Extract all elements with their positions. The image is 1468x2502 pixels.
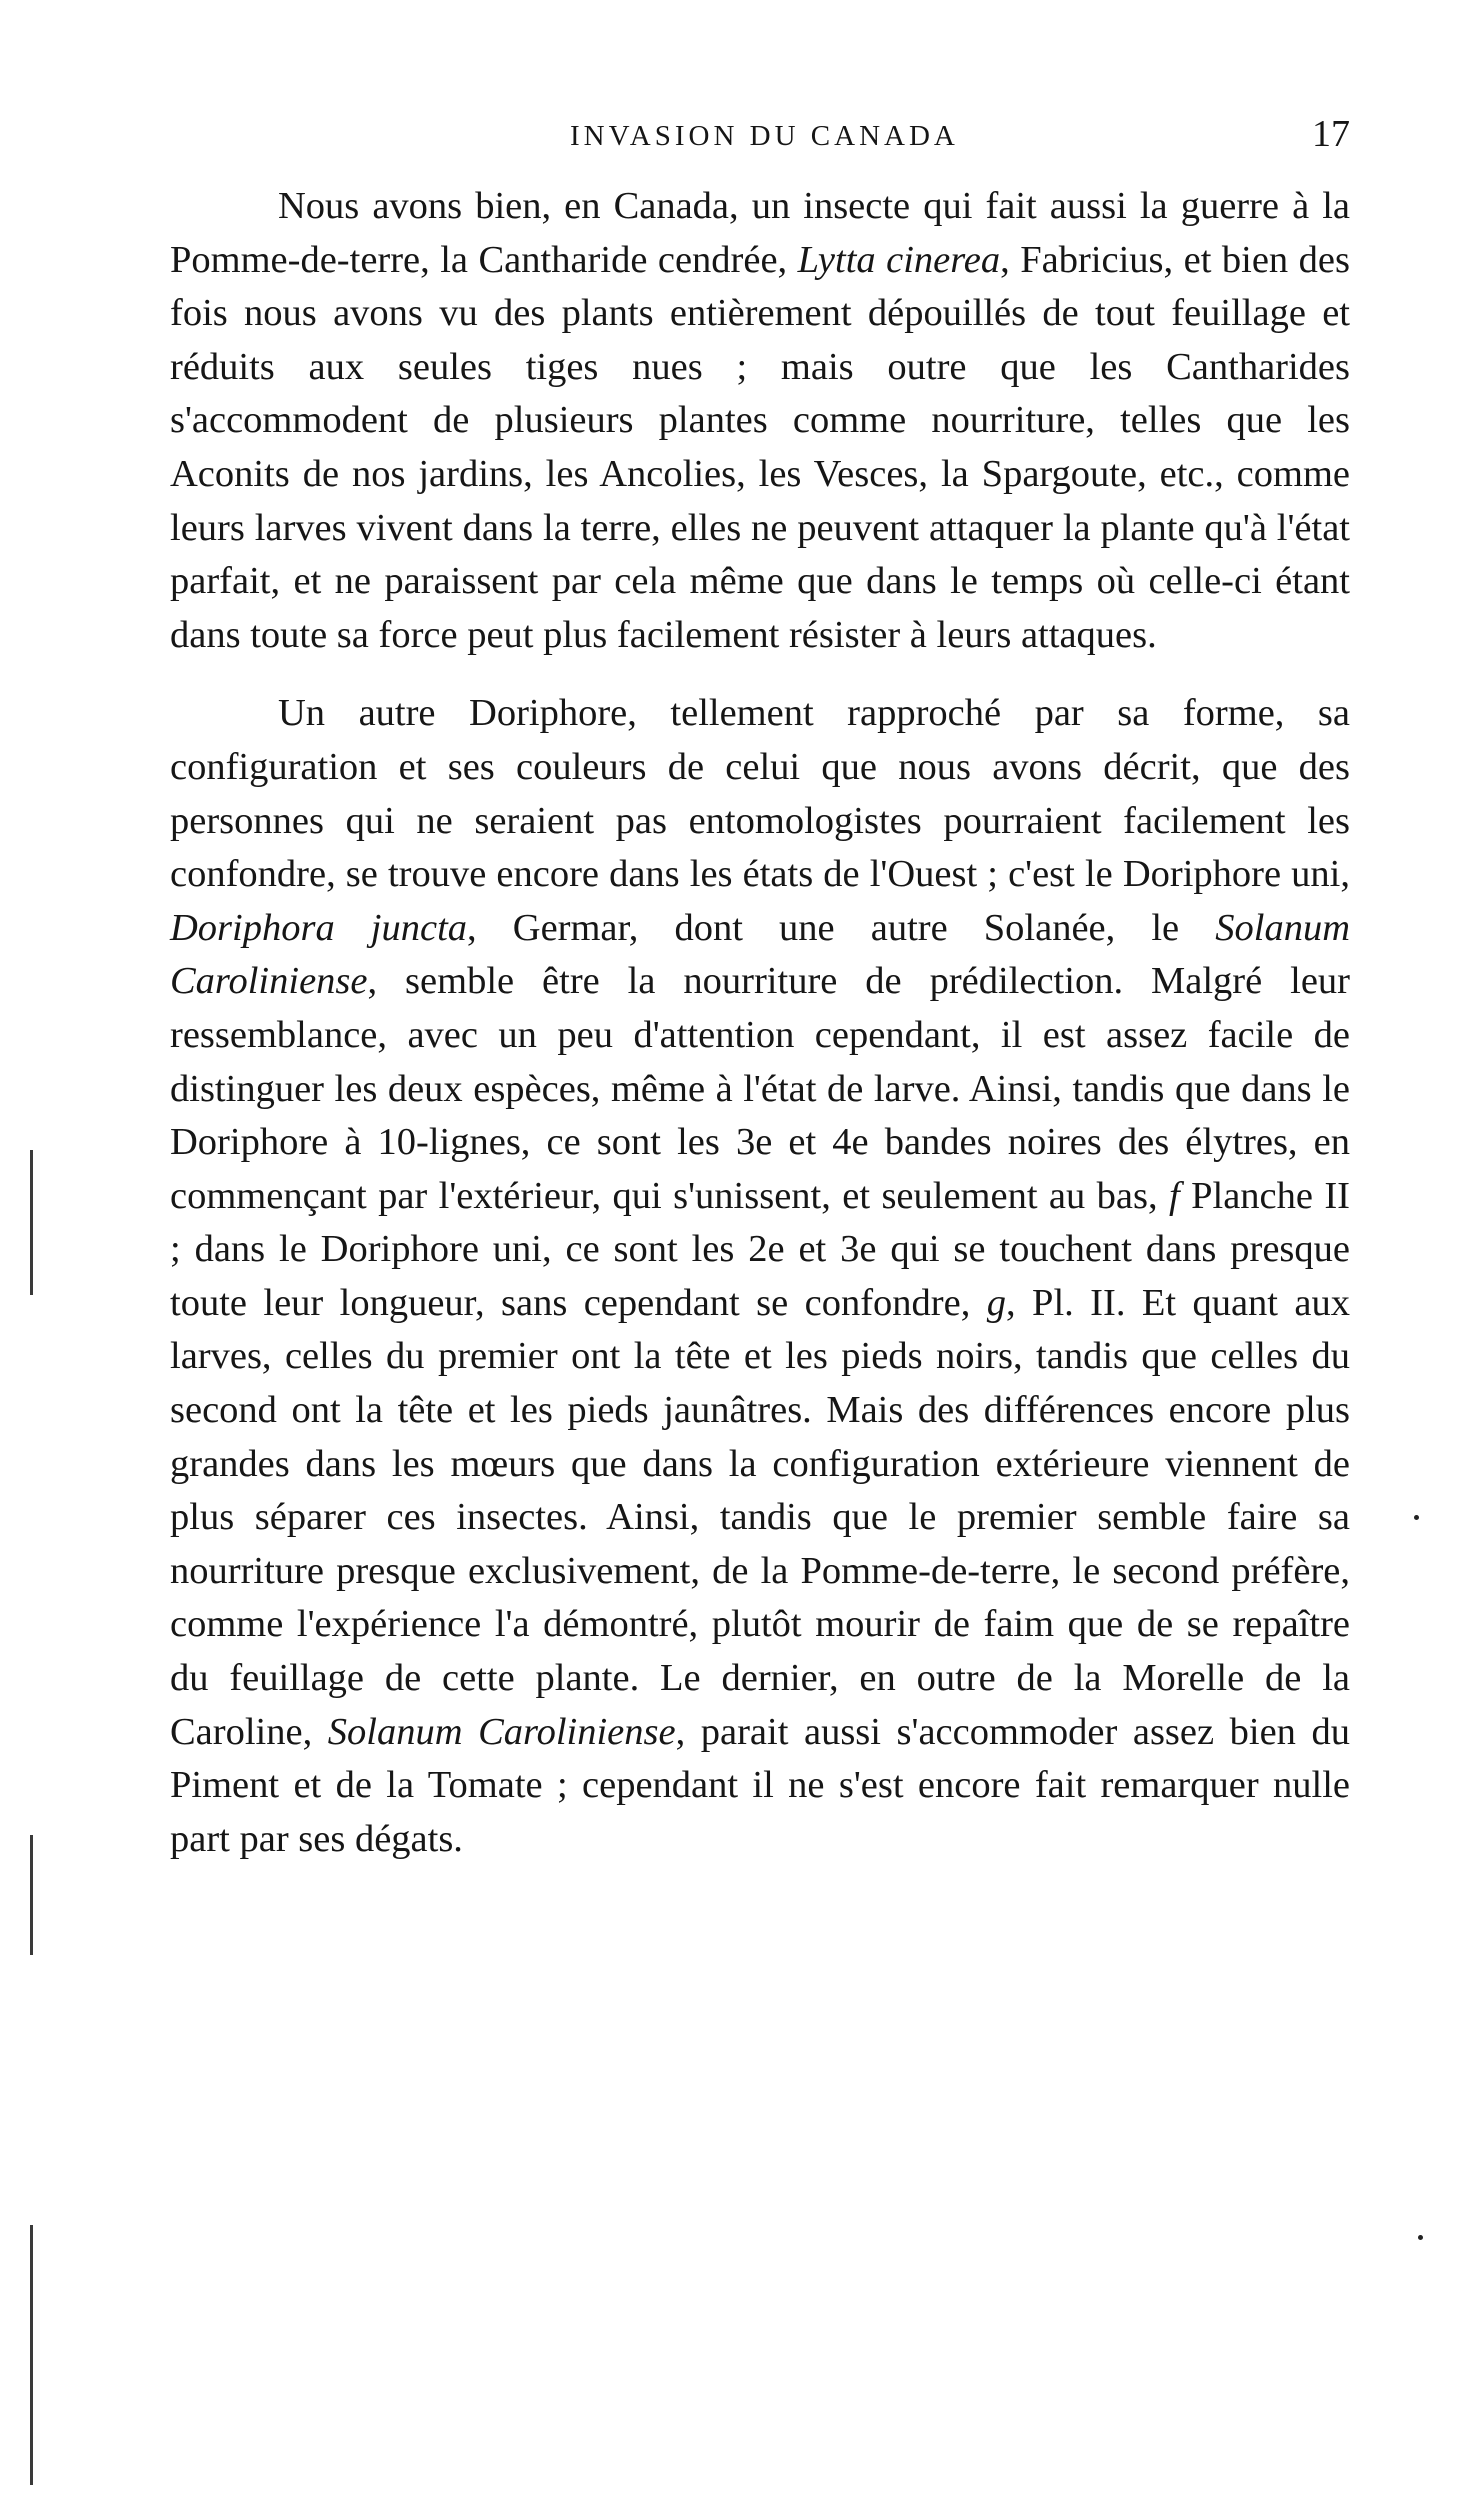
- left-scan-edge-mark-bottom: [30, 2225, 33, 2485]
- body-text: [170, 180, 1350, 1866]
- text-segment: , parait aussi s'accommoder assez bien du Piment et de la Tomate ; cependant il ne s'est encore fait remarquer nulle part par ses dégats.: [170, 1710, 1351, 1860]
- paragraph-1: [170, 180, 1350, 662]
- text-segment: Planche II ; dans le Doriphore uni, ce sont les 2e et 3e qui se touchent dans presque toute leur longueur, sans cependant se confondre,: [170, 1174, 1351, 1324]
- text-segment: , semble être la nourriture de prédilection. Malgré leur ressemblance, avec un peu d'attention cependant, il est assez facile de distinguer les deux espèces, même à l'état de larve. Ainsi, tandis que dans le Doriphore à 10-lignes, ce sont les 3e et 4e bandes noires des élytres, en commençant par l'extérieur, qui s'unissent, et seulement au bas,: [170, 960, 1350, 1217]
- scan-speck: [1418, 2235, 1423, 2240]
- paragraph-2: [170, 687, 1350, 1866]
- italic-text-segment: Doriphora juncta: [170, 906, 468, 949]
- running-header: [170, 112, 1350, 162]
- text-segment: , Germar, dont une autre Solanée, le: [467, 906, 1216, 949]
- scan-speck: [1414, 1515, 1419, 1520]
- page-number: 17: [1312, 113, 1350, 155]
- left-scan-edge-mark-top: [30, 1150, 33, 1295]
- italic-text-segment: g: [986, 1281, 1006, 1324]
- text-segment: Nous avons bien, en Canada, un insecte qui fait aussi la guerre à la Pomme-de-terre, la Cantharide cendrée,: [170, 185, 1350, 281]
- left-scan-edge-mark-lower: [30, 1835, 33, 1955]
- text-segment: , Fabricius, et bien des fois nous avons vu des plants entièrement dépouillés de tout feuillage et réduits aux seules tiges nues ; mais outre que les Cantharides s'accommodent de plusieurs plantes comme nourriture, telles que les Aconits de nos jardins, les Ancolies, les Vesces, la Spargoute, etc., comme leurs larves vivent dans la terre, elles ne peuvent attaquer la plante qu'à l'état parfait, et ne paraissent par cela même que dans le temps où celle-ci étant dans toute sa force peut plus facilement résister à leurs attaques.: [170, 238, 1350, 656]
- italic-text-segment: Lytta cinerea: [797, 238, 1001, 281]
- italic-text-segment: Solanum Caroliniense: [170, 906, 1350, 1003]
- italic-text-segment: Solanum Caroliniense: [327, 1710, 676, 1753]
- running-title: INVASION DU CANADA: [570, 120, 959, 152]
- text-segment: , Pl. II. Et quant aux larves, celles du premier ont la tête et les pieds noirs, tandis que celles du second ont la tête et les pieds jaunâtres. Mais des différences encore plus grandes dans les mœurs que dans la configuration extérieure viennent de plus séparer ces insectes. Ainsi, tandis que le premier semble faire sa nourriture presque exclusivement, de la Pomme-de-terre, le second préfère, comme l'expérience l'a démontré, plutôt mourir de faim que de se repaître du feuillage de cette plante. Le dernier, en outre de la Morelle de la Caroline,: [170, 1281, 1350, 1753]
- text-segment: Un autre Doriphore, tellement rapproché par sa forme, sa configuration et ses couleurs de celui que nous avons décrit, que des personnes qui ne seraient pas entomologistes pourraient facilement les confondre, se trouve encore dans les états de l'Ouest ; c'est le Doriphore uni,: [170, 692, 1350, 896]
- italic-text-segment: f: [1169, 1174, 1180, 1217]
